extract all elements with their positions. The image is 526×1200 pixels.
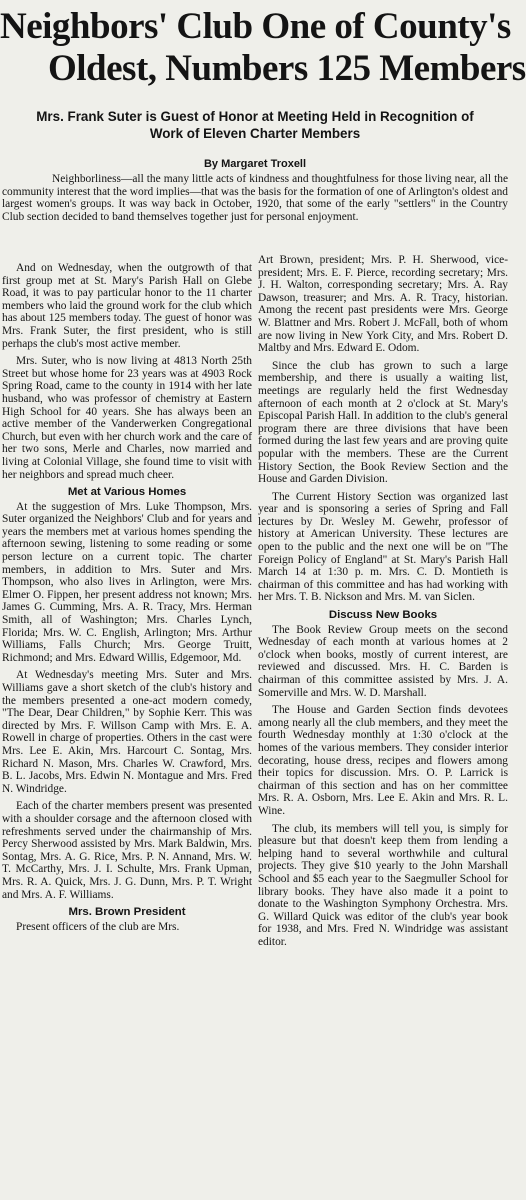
article-columns bbox=[0, 254, 510, 1200]
subhead-discuss-new-books: Discuss New Books bbox=[328, 609, 438, 622]
right-paragraph-1: Art Brown, president; Mrs. P. H. Sherwood, vice-president; Mrs. E. F. Pierce, recording secretary; Mrs. J. H. Walton, corresponding secretary; Mrs. A. Ray Dawson, treasurer; and Mrs. A. R. Tracy, historian. Among the recent past presidents were Mrs. George W. Blattner and Mrs. Robert J. McFall, both of whom are now living in New York City, and Mrs. Robert D. Maltby and Mrs. Edward E. Odom. bbox=[258, 254, 508, 355]
headline-line-1: Neighbors' Club One of County's bbox=[0, 6, 511, 47]
subhead-mrs-brown-president: Mrs. Brown President bbox=[68, 906, 186, 919]
right-paragraph-4: The Book Review Group meets on the second Wednesday of each month at various homes at 2 o'clock when books, mostly of current interest, are reviewed and discussed. Mrs. H. C. Barden is chairman of this committee assisted by Mrs. J. A. Somerville and Mrs. W. D. Marshall. bbox=[258, 623, 508, 699]
article-deck: Mrs. Frank Suter is Guest of Honor at Meeting Held in Recognition of Work of Eleven Charter Members bbox=[36, 109, 474, 141]
right-column bbox=[258, 254, 508, 1200]
left-paragraph-2: Mrs. Suter, who is now living at 4813 North 25th Street but whose home for 23 years was at 4903 Rock Spring Road, came to the county in 1914 with her late husband, who was professor of chemistry at Eastern High School for 40 years. She has always been an active member of the Vanderwerken Congregational Church, but even with her church work and the care of her two sons, Merle and Charles, now married and living at Colonial Village, she found time to visit with her neighbors and spread much cheer. bbox=[2, 355, 252, 481]
headline-line-2: Oldest, Numbers 125 Members bbox=[48, 48, 526, 89]
article-intro: Neighborliness—all the many little acts of kindness and thoughtfulness for those living near, all the community interest that the word implies—that was the basis for the formation of one of Arlington's oldest and largest women's groups. It was way back in October, 1920, that some of the early "settlers" in the Country Club section decided to band themselves together just for personal enjoyment. bbox=[2, 173, 508, 223]
left-paragraph-5: Each of the charter members present was presented with a shoulder corsage and the afternoon closed with refreshments served under the chairmanship of Mrs. Percy Sherwood assisted by Mrs. Mark Baldwin, Mrs. Sontag, Mrs. A. G. Rice, Mrs. P. N. Annand, Mrs. W. T. McCarthy, Mrs. J. I. Schulte, Mrs. Frank Upman, Mrs. R. A. Quick, Mrs. J. G. Dunn, Mrs. P. T. Wright and Mrs. A. F. Williams. bbox=[2, 800, 252, 901]
right-paragraph-3: The Current History Section was organized last year and is sponsoring a series of Spring and Fall lectures by Dr. Wesley M. Gewehr, professor of history at American University. These lectures are open to the public and the next one will be on "The Foreign Policy of England" at St. Mary's Parish Hall March 14 at 1:30 p. m. Mrs. C. D. Montieth is chairman of this committee and has had working with her Mrs. T. B. Nickson and Mrs. M. van Siclen. bbox=[258, 490, 508, 604]
left-column bbox=[2, 262, 252, 1200]
left-paragraph-3: At the suggestion of Mrs. Luke Thompson, Mrs. Suter organized the Neighbors' Club and for years and years the members met at various homes spending the afternoon sewing, listening to some reading or some person lecture on a current topic. The charter members, in addition to Mrs. Suter and Mrs. Thompson, who also lives in Arlington, were Mrs. Elmer O. Fippen, her present address not known; Mrs. James G. Cumming, Mrs. A. R. Tracy, Mrs. Herman Smith, all of Washington; Mrs. Charles Lynch, Florida; Mrs. W. C. English, Arlington; Mrs. Arthur Williams, Falls Church; Mrs. George Truitt, Richmond; and Mrs. Edward Willis, Edgemoor, Md. bbox=[2, 500, 252, 664]
left-paragraph-1: And on Wednesday, when the outgrowth of that first group met at St. Mary's Parish Hall on Glebe Road, it was to pay particular honor to the 11 charter members who laid the ground work for the club which has about 125 members today. The guest of honor was Mrs. Frank Suter, the first president, who is still perhaps the club's most active member. bbox=[2, 262, 252, 350]
right-paragraph-2: Since the club has grown to such a large membership, and there is usually a waiting list, meetings are regularly held the first Wednesday afternoon of each month at 2 o'clock at St. Mary's Episcopal Parish Hall. In addition to the club's general program there are three divisions that have been formed during the last few years and are proving quite popular with the members. These are the Current History Section, the Book Review Section and the House and Garden Division. bbox=[258, 359, 508, 486]
left-paragraph-6: Present officers of the club are Mrs. bbox=[16, 920, 180, 933]
subhead-met-at-various-homes: Met at Various Homes bbox=[67, 486, 187, 499]
right-paragraph-5: The House and Garden Section finds devotees among nearly all the club members, and they meet the fourth Wednesday monthly at 1:30 o'clock at the homes of the various members. They consider interior decorating, house dress, recipes and flowers among their topics for discussion. Mrs. O. P. Larrick is chairman of this section and has on her committee Mrs. R. A. Osborn, Mrs. Lee E. Akin and Mrs. R. L. Wine. bbox=[258, 704, 508, 817]
right-paragraph-6: The club, its members will tell you, is simply for pleasure but that doesn't keep them from lending a helping hand to several worthwhile and cultural projects. They give $10 yearly to the John Marshall School and $5 each year to the Saegmuller School for library books. They have also made it a point to donate to the Washington Symphony Orchestra. Mrs. G. Willard Quick was editor of the club's year book for 1938, and Mrs. Fred N. Windridge was assistant editor. bbox=[258, 822, 508, 948]
article-headline bbox=[0, 0, 526, 90]
left-paragraph-4: At Wednesday's meeting Mrs. Suter and Mrs. Williams gave a short sketch of the club's history and the members presented a one-act modern comedy, "The Dear, Dear Children," by Sophie Kerr. This was directed by Mrs. F. Willson Camp with Mrs. E. A. Rowell in charge of properties. Others in the cast were Mrs. Lee E. Akin, Mrs. Harcourt C. Sontag, Mrs. Richard N. Mason, Mrs. Charles W. Crawford, Mrs. B. L. Jacobs, Mrs. Edwin N. Montague and Mrs. Fred N. Windridge. bbox=[2, 669, 252, 795]
article-byline: By Margaret Troxell bbox=[203, 158, 307, 170]
